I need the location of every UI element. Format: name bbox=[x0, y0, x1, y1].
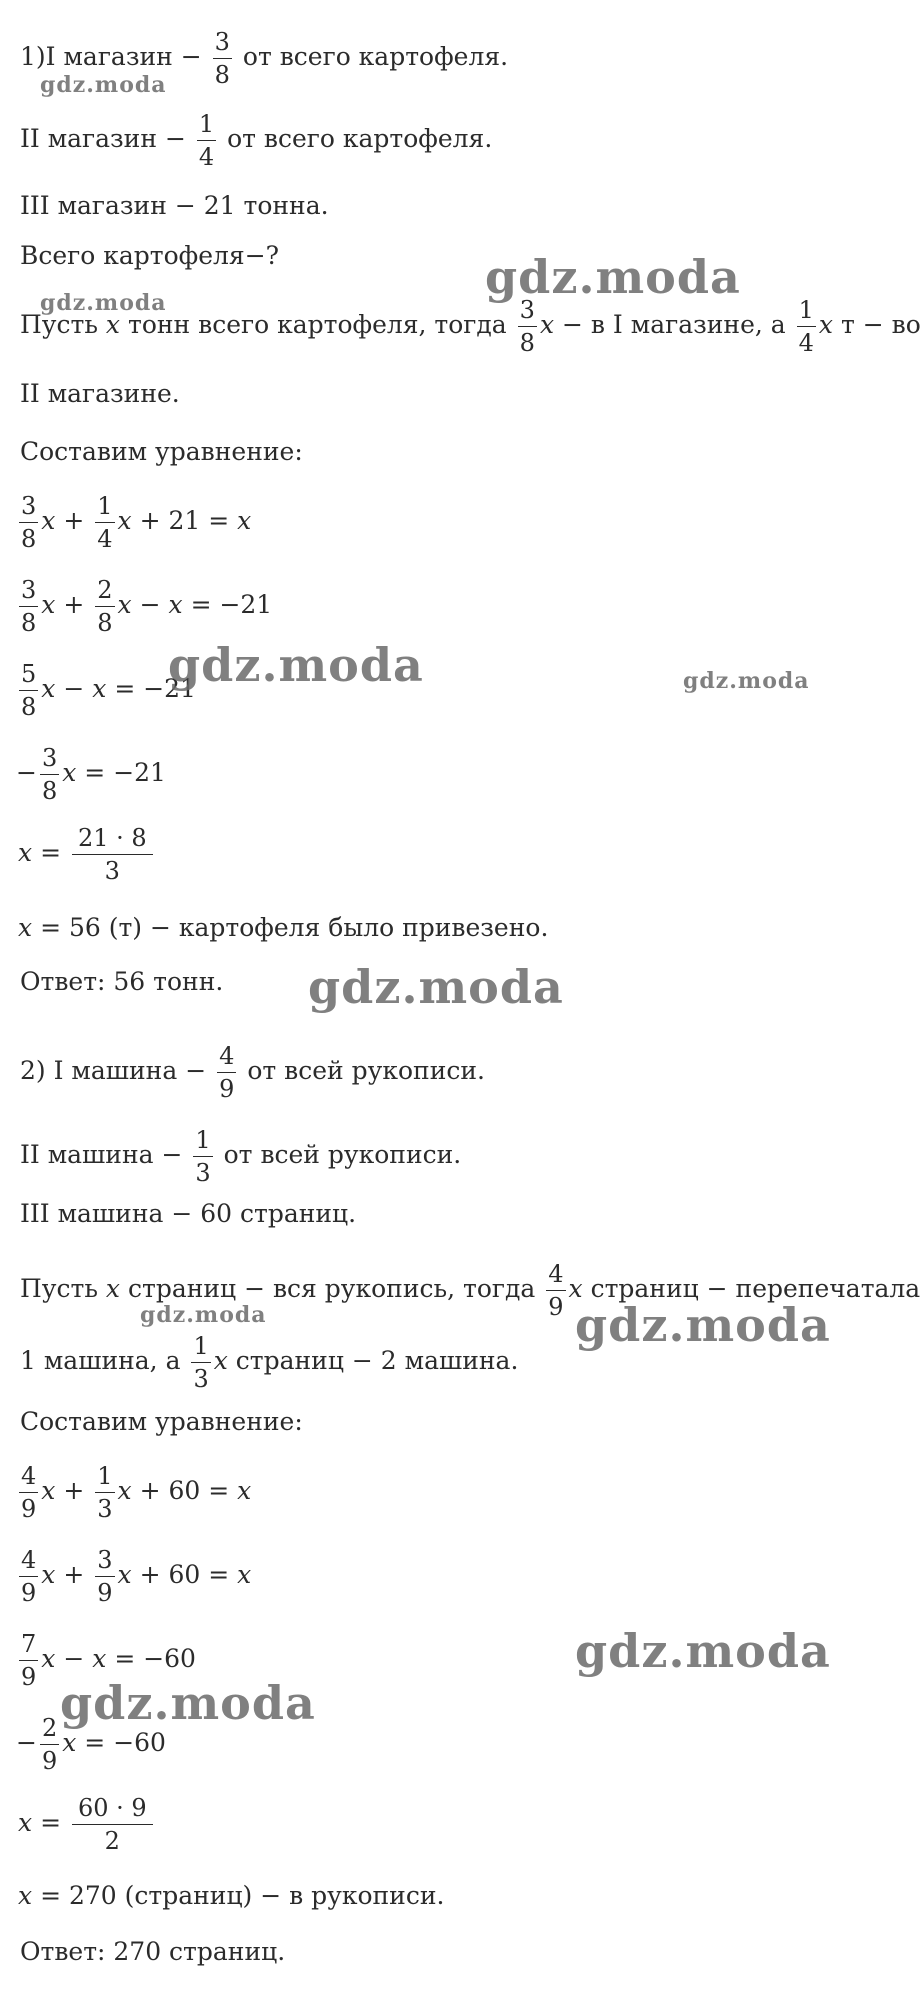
fraction-numerator: 3 bbox=[95, 1548, 114, 1577]
variable-x: x bbox=[62, 1728, 77, 1757]
fraction-numerator: 3 bbox=[19, 494, 38, 523]
equation-rest: + 60 = bbox=[139, 1560, 230, 1589]
p2-let-line2 bbox=[20, 1334, 518, 1391]
variable-x: x bbox=[105, 1274, 121, 1303]
fraction-denominator: 3 bbox=[104, 857, 120, 885]
variable-x: x bbox=[818, 310, 834, 339]
equation-rhs: = −21 bbox=[190, 590, 273, 619]
fraction bbox=[72, 826, 153, 883]
fraction bbox=[197, 112, 216, 169]
fraction-numerator: 21 · 8 bbox=[72, 826, 153, 855]
fraction-numerator: 1 bbox=[95, 494, 114, 523]
operator: + bbox=[63, 506, 85, 535]
fraction-denominator: 8 bbox=[214, 61, 230, 89]
fraction-denominator: 8 bbox=[21, 693, 37, 721]
p1-equation-2 bbox=[16, 578, 272, 635]
fraction-denominator: 4 bbox=[97, 525, 113, 553]
operator: − bbox=[16, 1728, 37, 1757]
variable-x: x bbox=[41, 674, 56, 703]
p2-machine1-label: 2) I машина − bbox=[20, 1056, 207, 1085]
fraction-numerator: 2 bbox=[40, 1716, 59, 1745]
p2-equation-5 bbox=[18, 1796, 156, 1853]
p1-store1-suffix: от всего картофеля. bbox=[242, 42, 509, 71]
p1-line-total: Всего картофеля−? bbox=[20, 241, 280, 270]
p1-line-store3: III магазин − 21 тонна. bbox=[20, 191, 329, 220]
p2-equation-6 bbox=[18, 1880, 444, 1912]
fraction-numerator: 1 bbox=[193, 1128, 212, 1157]
fraction-denominator: 8 bbox=[21, 525, 37, 553]
p2-line-machine2 bbox=[20, 1128, 461, 1185]
p2-line-machine1 bbox=[20, 1044, 485, 1101]
variable-x: x bbox=[18, 1808, 33, 1837]
let2-prefix: 1 машина, а bbox=[20, 1346, 181, 1375]
variable-x: x bbox=[568, 1274, 583, 1303]
let-end: т − во bbox=[840, 310, 921, 339]
let2-end: страниц − 2 машина. bbox=[235, 1346, 519, 1375]
equation-rest: = 270 (страниц) − в рукописи. bbox=[40, 1881, 445, 1910]
fraction-numerator: 1 bbox=[95, 1464, 114, 1493]
variable-x: x bbox=[105, 310, 121, 339]
p2-line-machine3: III машина − 60 страниц. bbox=[20, 1199, 357, 1228]
fraction-numerator: 3 bbox=[518, 298, 537, 327]
operator: + bbox=[63, 1560, 85, 1589]
fraction-numerator: 1 bbox=[197, 112, 216, 141]
p1-store2-label: II магазин − bbox=[20, 124, 186, 153]
variable-x: x bbox=[41, 1560, 56, 1589]
variable-x: x bbox=[41, 1476, 56, 1505]
fraction bbox=[546, 1262, 565, 1319]
fraction-denominator: 3 bbox=[195, 1159, 211, 1187]
equation-rhs: = −21 bbox=[114, 674, 196, 703]
watermark: gdz.moda bbox=[40, 72, 167, 98]
fraction-denominator: 4 bbox=[798, 329, 814, 357]
variable-x: x bbox=[41, 506, 56, 535]
fraction bbox=[19, 1464, 38, 1521]
variable-x: x bbox=[41, 1644, 56, 1673]
fraction-numerator: 3 bbox=[40, 746, 59, 775]
p1-store2-suffix: от всего картофеля. bbox=[227, 124, 493, 153]
p2-equation-2 bbox=[16, 1548, 251, 1605]
watermark: gdz.moda bbox=[60, 1676, 316, 1730]
equation-rest: + 60 = bbox=[139, 1476, 230, 1505]
fraction-numerator: 4 bbox=[19, 1464, 38, 1493]
fraction-numerator: 2 bbox=[95, 578, 114, 607]
variable-x: x bbox=[117, 1560, 132, 1589]
fraction bbox=[518, 298, 537, 355]
fraction bbox=[19, 662, 38, 719]
let-mid2: − в I магазине, а bbox=[562, 310, 786, 339]
operator: + bbox=[63, 1476, 85, 1505]
equation-rhs: = −60 bbox=[114, 1644, 196, 1673]
fraction-numerator: 4 bbox=[217, 1044, 236, 1073]
equation-rhs: = −60 bbox=[84, 1728, 166, 1757]
variable-x: x bbox=[117, 590, 132, 619]
operator: − bbox=[139, 590, 161, 619]
fraction-denominator: 8 bbox=[41, 777, 58, 805]
fraction-denominator: 8 bbox=[97, 609, 113, 637]
variable-x: x bbox=[18, 913, 33, 942]
variable-x: x bbox=[237, 506, 252, 535]
watermark: gdz.moda bbox=[485, 250, 741, 304]
fraction bbox=[95, 1464, 114, 1521]
variable-x: x bbox=[62, 758, 77, 787]
fraction bbox=[191, 1334, 210, 1391]
fraction bbox=[213, 30, 232, 87]
variable-x: x bbox=[117, 1476, 132, 1505]
let-prefix: Пусть bbox=[20, 1274, 98, 1303]
variable-x: x bbox=[213, 1346, 228, 1375]
fraction-numerator: 5 bbox=[19, 662, 38, 691]
fraction bbox=[19, 1632, 38, 1689]
fraction-denominator: 9 bbox=[548, 1293, 564, 1321]
p1-compose: Составим уравнение: bbox=[20, 437, 303, 466]
fraction-denominator: 4 bbox=[198, 143, 215, 171]
operator: − bbox=[63, 1644, 85, 1673]
fraction-denominator: 9 bbox=[21, 1495, 37, 1523]
fraction-denominator: 9 bbox=[219, 1075, 235, 1103]
p1-answer: Ответ: 56 тонн. bbox=[20, 967, 224, 996]
fraction-numerator: 1 bbox=[191, 1334, 210, 1363]
fraction bbox=[193, 1128, 212, 1185]
variable-x: x bbox=[92, 1644, 107, 1673]
p1-equation-5 bbox=[18, 826, 156, 883]
variable-x: x bbox=[92, 674, 107, 703]
variable-x: x bbox=[41, 590, 56, 619]
p1-let-line2: II магазине. bbox=[20, 379, 180, 408]
operator: − bbox=[63, 674, 85, 703]
fraction-denominator: 9 bbox=[41, 1747, 58, 1775]
fraction bbox=[95, 578, 114, 635]
watermark: gdz.moda bbox=[40, 290, 167, 316]
watermark: gdz.moda bbox=[308, 960, 564, 1014]
variable-x: x bbox=[539, 310, 555, 339]
fraction-denominator: 3 bbox=[97, 1495, 113, 1523]
watermark: gdz.moda bbox=[140, 1302, 267, 1328]
p2-equation-1 bbox=[16, 1464, 251, 1521]
fraction-numerator: 4 bbox=[19, 1548, 38, 1577]
variable-x: x bbox=[18, 838, 33, 867]
fraction-denominator: 9 bbox=[97, 1579, 113, 1607]
fraction bbox=[72, 1796, 153, 1853]
equation-rest: + 21 = bbox=[139, 506, 230, 535]
fraction-numerator: 3 bbox=[213, 30, 232, 59]
p1-line-store2 bbox=[20, 112, 492, 169]
fraction-denominator: 3 bbox=[193, 1365, 209, 1393]
operator: + bbox=[63, 590, 85, 619]
variable-x: x bbox=[237, 1560, 252, 1589]
fraction-numerator: 1 bbox=[797, 298, 816, 327]
p2-machine1-suffix: от всей рукописи. bbox=[247, 1056, 485, 1085]
fraction-numerator: 60 · 9 bbox=[72, 1796, 153, 1825]
p2-answer: Ответ: 270 страниц. bbox=[20, 1937, 286, 1966]
let-end: страниц − перепечатала bbox=[590, 1274, 921, 1303]
equation-rhs: = −21 bbox=[84, 758, 166, 787]
fraction-denominator: 8 bbox=[21, 609, 37, 637]
fraction-numerator: 4 bbox=[546, 1262, 565, 1291]
variable-x: x bbox=[168, 590, 183, 619]
watermark: gdz.moda bbox=[575, 1624, 831, 1678]
fraction-numerator: 3 bbox=[19, 578, 38, 607]
let-mid: страниц − вся рукопись, тогда bbox=[127, 1274, 536, 1303]
fraction bbox=[19, 494, 38, 551]
fraction bbox=[40, 1716, 59, 1773]
fraction bbox=[95, 494, 114, 551]
fraction bbox=[217, 1044, 236, 1101]
p2-machine2-suffix: от всей рукописи. bbox=[223, 1140, 462, 1169]
let-prefix: Пусть bbox=[20, 310, 98, 339]
p2-compose: Составим уравнение: bbox=[20, 1407, 303, 1436]
variable-x: x bbox=[18, 1881, 33, 1910]
operator: = bbox=[40, 838, 62, 867]
fraction bbox=[19, 1548, 38, 1605]
variable-x: x bbox=[237, 1476, 252, 1505]
fraction bbox=[95, 1548, 114, 1605]
fraction-denominator: 9 bbox=[21, 1579, 37, 1607]
fraction-denominator: 2 bbox=[104, 1827, 120, 1855]
p2-machine2-label: II машина − bbox=[20, 1140, 183, 1169]
variable-x: x bbox=[117, 506, 132, 535]
fraction-denominator: 8 bbox=[519, 329, 535, 357]
operator: = bbox=[40, 1808, 62, 1837]
fraction-denominator: 9 bbox=[21, 1663, 37, 1691]
operator: − bbox=[16, 758, 37, 787]
watermark: gdz.moda bbox=[575, 1298, 831, 1352]
p1-store1-label: 1)I магазин − bbox=[20, 42, 202, 71]
watermark: gdz.moda bbox=[168, 638, 424, 692]
watermark: gdz.moda bbox=[683, 668, 810, 694]
p1-equation-4 bbox=[16, 746, 166, 803]
p1-equation-1 bbox=[16, 494, 251, 551]
fraction bbox=[19, 578, 38, 635]
fraction bbox=[797, 298, 816, 355]
fraction-numerator: 7 bbox=[19, 1632, 38, 1661]
fraction bbox=[40, 746, 59, 803]
let-mid: тонн всего картофеля, тогда bbox=[127, 310, 507, 339]
equation-rest: = 56 (т) − картофеля было привезено. bbox=[40, 913, 549, 942]
p1-equation-6 bbox=[18, 912, 548, 944]
